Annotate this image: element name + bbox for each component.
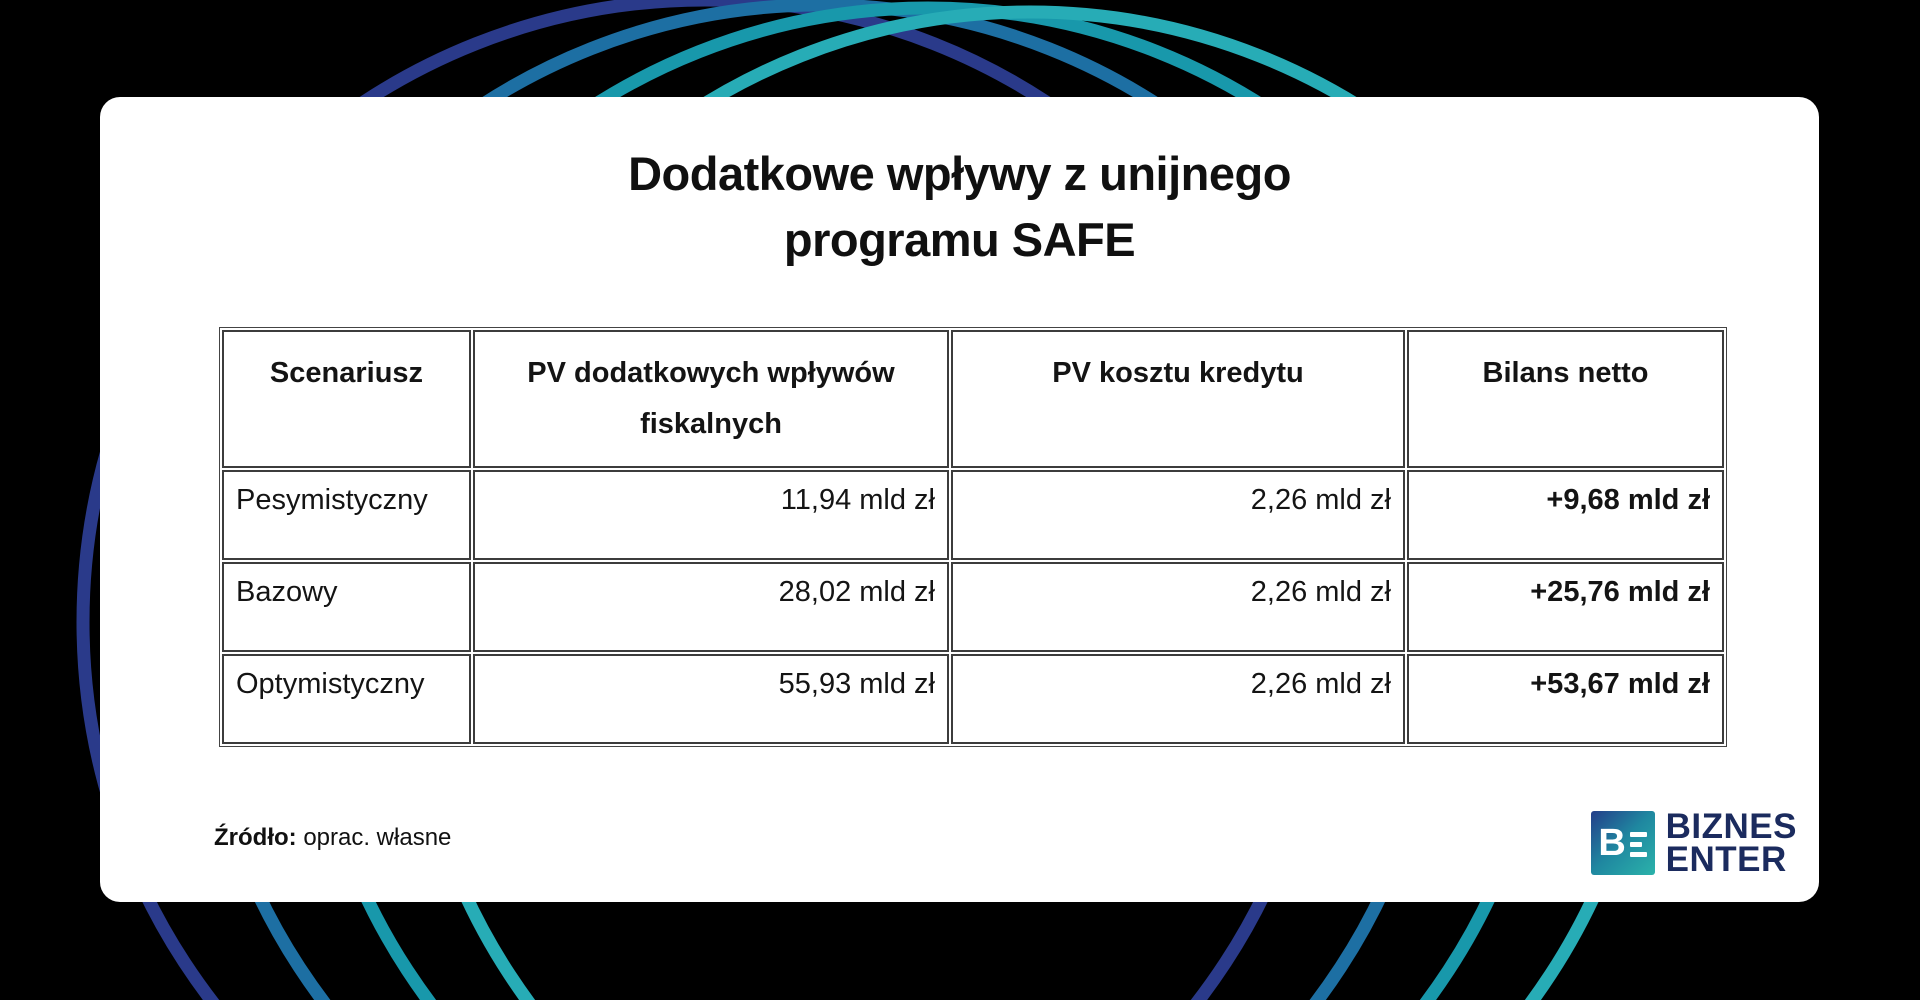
cell-scenario: Bazowy <box>222 562 471 652</box>
col-header-pv-kosztu: PV kosztu kredytu <box>951 330 1405 468</box>
table-row-pesymistyczny <box>222 470 1724 560</box>
title-line-1: Dodatkowe wpływy z unijnego <box>628 147 1291 200</box>
logo-wordmark <box>1665 807 1797 879</box>
source-text: oprac. własne <box>303 824 452 851</box>
chart-title <box>100 141 1819 273</box>
logo-monogram-b: B <box>1598 822 1626 864</box>
table-header-row <box>222 330 1724 468</box>
table-row-bazowy <box>222 562 1724 652</box>
table-row-optymistyczny <box>222 654 1724 744</box>
cell-pv-wplywy: 55,93 mld zł <box>473 654 949 744</box>
col-header-bilans-netto: Bilans netto <box>1407 330 1724 468</box>
content-card <box>100 97 1819 902</box>
biznes-enter-logo-tile <box>1591 811 1655 875</box>
title-line-2: programu SAFE <box>783 213 1136 266</box>
cell-bilans: +25,76 mld zł <box>1407 562 1724 652</box>
col-header-scenariusz: Scenariusz <box>222 330 471 468</box>
cell-scenario: Optymistyczny <box>222 654 471 744</box>
cell-pv-koszt: 2,26 mld zł <box>951 654 1405 744</box>
logo-wordmark-line-1: BIZNES <box>1665 807 1797 846</box>
col-header-pv-wplywow: PV dodatkowych wpływów fiskalnych <box>473 330 949 468</box>
cell-pv-koszt: 2,26 mld zł <box>951 470 1405 560</box>
logo-stylized-e-icon <box>1630 832 1647 857</box>
data-table <box>219 327 1727 747</box>
cell-scenario: Pesymistyczny <box>222 470 471 560</box>
cell-pv-wplywy: 11,94 mld zł <box>473 470 949 560</box>
cell-pv-koszt: 2,26 mld zł <box>951 562 1405 652</box>
cell-pv-wplywy: 28,02 mld zł <box>473 562 949 652</box>
source-note <box>214 824 451 852</box>
logo-wordmark-line-2: ENTER <box>1665 840 1787 879</box>
source-label: Źródło: <box>214 824 297 851</box>
cell-bilans: +9,68 mld zł <box>1407 470 1724 560</box>
cell-bilans: +53,67 mld zł <box>1407 654 1724 744</box>
biznes-enter-logo <box>1591 807 1797 879</box>
